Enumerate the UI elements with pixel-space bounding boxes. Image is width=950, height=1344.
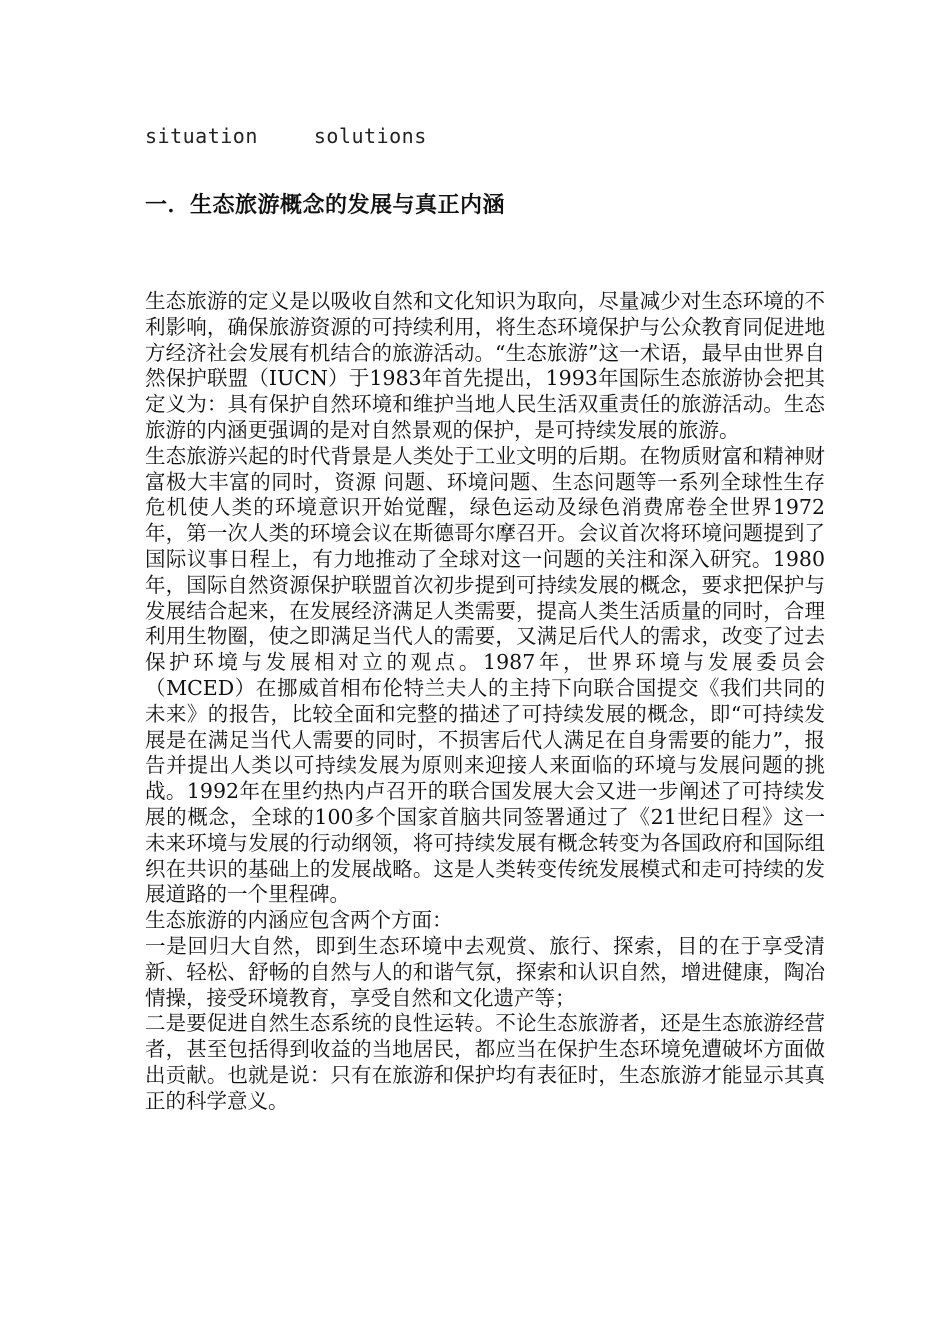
paragraph-definition: 生态旅游的定义是以吸收自然和文化知识为取向，尽量减少对生态环境的不利影响，确保旅游资源的可持续利用，将生态环境保护与公众教育同促进地方经济社会发展有机结合的旅游活动。“生态旅游”这一术语，最早由世界自然保护联盟（IUCN）于1983年首先提出，1993年国际生态旅游协会把其定义为：具有保护自然环境和维护当地人民生活双重责任的旅游活动。生态旅游的内涵更强调的是对自然景观的保护，是可持续发展的旅游。 [145, 289, 825, 442]
keyword-situation: situation [145, 124, 258, 148]
paragraph-connotation-intro: 生态旅游的内涵应包含两个方面： [145, 908, 453, 933]
paragraph-background: 生态旅游兴起的时代背景是人类处于工业文明的后期。在物质财富和精神财富极大丰富的同时，资源 问题、环境问题、生态问题等一系列全球性生存危机使人类的环境意识开始觉醒，绿色运动及绿色消费席卷全世界1972年，第一次人类的环境会议在斯德哥尔摩召开。会议首次将环境问题提到了国际议事日程上，有力地推动了全球对这一问题的关注和深入研究。1980年，国际自然资源保护联盟首次初步提到可持续发展的概念，要求把保护与发展结合起来，在发展经济满足人类需要，提高人类生活质量的同时，合理利用生物圈，使之即满足当代人的需要，又满足后代人的需求，改变了过去保护环境与发展相对立的观点。1987年，世界环境与发展委员会（MCED）在挪威首相布伦特兰夫人的主持下向联合国提交《我们共同的未来》的报告，比较全面和完整的描述了可持续发展的概念，即“可持续发展是在满足当代人需要的同时，不损害后代人满足在自身需要的能力”，报告并提出人类以可持续发展为原则来迎接人来面临的环境与发展问题的挑战。1992年在里约热内卢召开的联合国发展大会又进一步阐述了可持续发展的概念，全球的100多个国家首脑共同签署通过了《21世纪日程》这一未来环境与发展的行动纲领，将可持续发展有概念转变为各国政府和国际组织在共识的基础上的发展战略。这是人类转变传统发展模式和走可持续的发展道路的一个里程碑。 [145, 443, 825, 907]
keyword-solutions: solutions [313, 124, 427, 148]
paragraph-aspect-two: 二是要促进自然生态系统的良性运转。不论生态旅游者，还是生态旅游经营者，甚至包括得到收益的当地居民，都应当在保护生态环境免遭破坏方面做出贡献。也就是说：只有在旅游和保护均有表征时，生态旅游才能显示其真正的科学意义。 [145, 1011, 825, 1113]
top-keywords-line [145, 124, 427, 148]
body-text [145, 289, 825, 1115]
section-heading: 一．生态旅游概念的发展与真正内涵 [145, 193, 506, 218]
paragraph-aspect-one: 一是回归大自然，即到生态环境中去观赏、旅行、探索，目的在于享受清新、轻松、舒畅的自然与人的和谐气氛，探索和认识自然，增进健康，陶冶情操，接受环境教育，享受自然和文化遗产等； [145, 933, 825, 1010]
